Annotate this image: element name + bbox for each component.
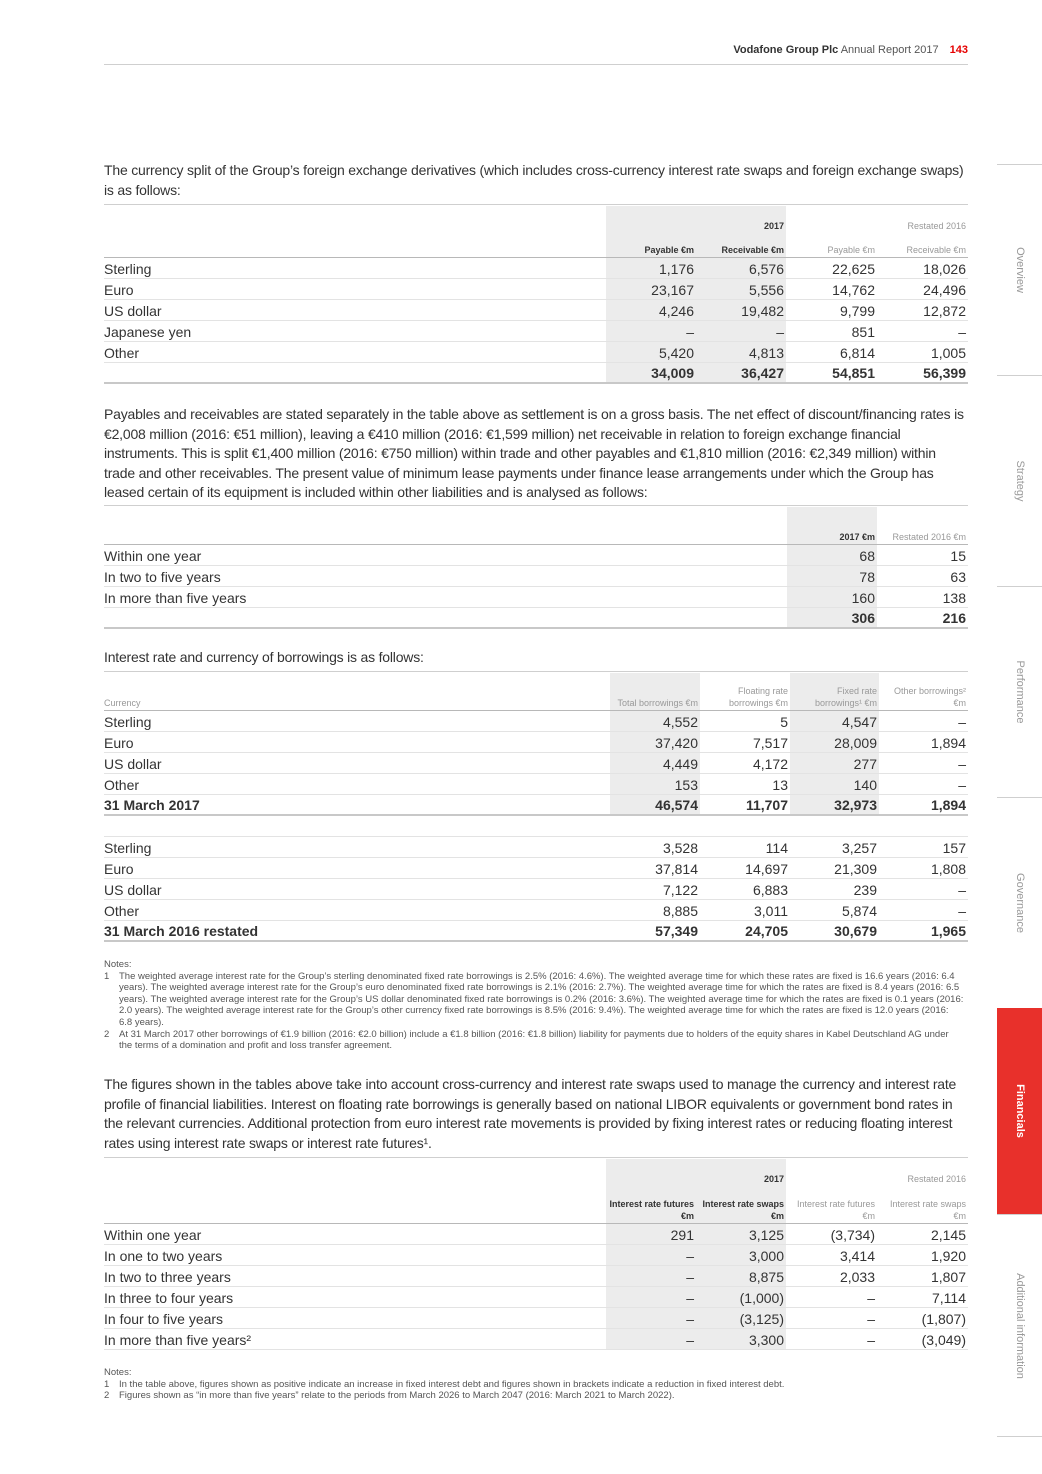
cell: 1,005 bbox=[877, 342, 968, 363]
cell: 8,875 bbox=[696, 1266, 786, 1287]
cell: 4,547 bbox=[790, 711, 879, 732]
col-header: Floating rate borrowings €m bbox=[700, 673, 790, 711]
cell: 63 bbox=[877, 566, 968, 587]
note-text: In the table above, figures shown as positive indicate an increase in fixed interest debt and figures shown in brackets indicate a reduction in fixed interest debt. bbox=[119, 1378, 785, 1390]
total-cell: 32,973 bbox=[790, 795, 879, 815]
table-row bbox=[104, 321, 968, 342]
col-header: Total borrowings €m bbox=[610, 673, 700, 711]
nav-label: Governance bbox=[1013, 873, 1026, 933]
cell: 8,885 bbox=[610, 900, 700, 921]
total-cell: 46,574 bbox=[610, 795, 700, 815]
cell: 851 bbox=[786, 321, 877, 342]
table-row bbox=[104, 837, 968, 858]
interest-rate-table bbox=[104, 1157, 968, 1350]
cell: 3,300 bbox=[696, 1329, 786, 1350]
borrowings-intro: Interest rate and currency of borrowings is as follows: bbox=[104, 649, 424, 665]
page-number: 143 bbox=[949, 44, 968, 56]
total-row bbox=[104, 363, 968, 383]
cell: (1,807) bbox=[877, 1308, 968, 1329]
total-label: 31 March 2016 restated bbox=[104, 921, 610, 941]
page-header bbox=[104, 44, 968, 65]
row-label: Sterling bbox=[104, 837, 610, 858]
cell: 14,697 bbox=[700, 858, 790, 879]
row-label: Other bbox=[104, 774, 610, 795]
table-row bbox=[104, 566, 968, 587]
cell: 23,167 bbox=[606, 279, 696, 300]
cell: 5 bbox=[700, 711, 790, 732]
row-label: In two to three years bbox=[104, 1266, 606, 1287]
cell: (1,000) bbox=[696, 1287, 786, 1308]
borrowings-table bbox=[104, 671, 968, 942]
table-row bbox=[104, 732, 968, 753]
cell: – bbox=[606, 1308, 696, 1329]
cell: – bbox=[879, 753, 968, 774]
total-row bbox=[104, 608, 968, 628]
nav-label: Additional information bbox=[1013, 1272, 1026, 1379]
total-cell: 1,965 bbox=[879, 921, 968, 941]
cell: – bbox=[606, 1329, 696, 1350]
cell: 138 bbox=[877, 587, 968, 608]
cell: 4,246 bbox=[606, 300, 696, 321]
col-header: Interest rate swaps €m bbox=[877, 1185, 968, 1224]
row-label: In two to five years bbox=[104, 566, 787, 587]
row-label: US dollar bbox=[104, 300, 606, 321]
total-cell: 11,707 bbox=[700, 795, 790, 815]
table-row bbox=[104, 1266, 968, 1287]
cell: 157 bbox=[879, 837, 968, 858]
nav-label: Overview bbox=[1013, 247, 1026, 293]
cell: – bbox=[879, 879, 968, 900]
notes-title: Notes: bbox=[104, 959, 132, 970]
cell: 22,625 bbox=[786, 258, 877, 279]
notes-borrowings: Notes: 1 The weighted average interest rate for the Group’s sterling denominated fixed rate borrowings is 2.5% (2016: 4.6%). The weighted average time for which these rates are fixed is 16.6 years (2016: 6.4 years). The weighted average interest rate for the Group’s euro denominated fixed rate borrowings is 2.1% (2016: 2.7%). The weighted average time for which the rates are fixed is 8.4 years (2016: 6.5 years). The weighted average interest rate for the Group’s US dollar denominated fixed rate borrowings is 0.2% (2016: 3.6%). The weighted average time for which the rates are fixed is 0.1 years (2016: 2.0 years). The weighted average interest rate for the Group’s other currency fixed rate borrowings is 8.5% (2016: 9.4%). The weighted average time for which the rates are fixed is 12.0 years (2016: 6.8 years). 2 At 31 March 2017 other borrowings of €1.9 billion (2016: €2.0 billion) include a €1.8 billion (2016: €1.8 billion) liability for payments due to holders of the equity shares in Kabel Deutschland AG under the terms of a domination and profit and loss transfer agreement. bbox=[104, 959, 964, 1052]
total-cell: 306 bbox=[787, 608, 877, 628]
col-header: Interest rate futures €m bbox=[786, 1185, 877, 1224]
cell: 3,000 bbox=[696, 1245, 786, 1266]
cell: – bbox=[696, 321, 786, 342]
col-header: Other borrowings² €m bbox=[879, 673, 968, 711]
cell: 277 bbox=[790, 753, 879, 774]
notes-interest-rate: Notes: 1 In the table above, figures shown as positive indicate an increase in fixed interest debt and figures shown in brackets indicate a reduction in fixed interest debt. 2 Figures shown as “in more than five years” relate to the periods from March 2026 to March 2047 (2016: March 2021 to March 2022). bbox=[104, 1367, 964, 1402]
cell: 3,528 bbox=[610, 837, 700, 858]
cell: 24,496 bbox=[877, 279, 968, 300]
cell: (3,125) bbox=[696, 1308, 786, 1329]
total-cell: 36,427 bbox=[696, 363, 786, 383]
cell: 18,026 bbox=[877, 258, 968, 279]
total-cell: 30,679 bbox=[790, 921, 879, 941]
intro-paragraph: The currency split of the Group’s foreign exchange derivatives (which includes cross-currency interest rate swaps and foreign exchange swaps) is as follows: bbox=[104, 162, 964, 198]
cell: – bbox=[606, 1245, 696, 1266]
cell: 6,883 bbox=[700, 879, 790, 900]
cell: 3,257 bbox=[790, 837, 879, 858]
cell: – bbox=[877, 321, 968, 342]
table-row bbox=[104, 1329, 968, 1350]
col-header: Interest rate swaps €m bbox=[696, 1185, 786, 1224]
col-header: Receivable €m bbox=[877, 232, 968, 258]
cell: – bbox=[786, 1287, 877, 1308]
row-label: Within one year bbox=[104, 545, 787, 566]
table-row bbox=[104, 587, 968, 608]
cell: 1,808 bbox=[879, 858, 968, 879]
cell: 160 bbox=[787, 587, 877, 608]
col-header: Receivable €m bbox=[696, 232, 786, 258]
cell: 4,813 bbox=[696, 342, 786, 363]
cell: 37,814 bbox=[610, 858, 700, 879]
settlement-paragraph: Payables and receivables are stated separately in the table above as settlement is on a gross basis. The net effect of discount/financing rates is €2,008 million (2016: €51 million), leaving a €410 million (2016: €1,599 million) net receivable in relation to foreign exchange financial instruments. This is split €1,400 million (2016: €750 million) within trade and other payables and €1,810 million (2016: €2,349 million) within trade and other receivables. The present value of minimum lease payments under finance lease arrangements under which the Group has leased certain of its equipment is included within other liabilities and is analysed as follows: bbox=[104, 406, 964, 500]
cell: 6,576 bbox=[696, 258, 786, 279]
row-label: Japanese yen bbox=[104, 321, 606, 342]
table-row bbox=[104, 858, 968, 879]
cell: 239 bbox=[790, 879, 879, 900]
cell: 3,125 bbox=[696, 1224, 786, 1245]
nav-tab-overview[interactable] bbox=[997, 164, 1042, 375]
notes-title: Notes: bbox=[104, 1367, 132, 1378]
col-header: Restated 2016 €m bbox=[877, 507, 968, 545]
cell: 14,762 bbox=[786, 279, 877, 300]
table-row bbox=[104, 342, 968, 363]
note-text: The weighted average interest rate for the Group’s sterling denominated fixed rate borrowings is 2.5% (2016: 4.6%). The weighted average time for which these rates are fixed is 16.6 years (2016: 6.4 years). The weighted average interest rate for the Group’s euro denominated fixed rate borrowings is 2.1% (2016: 2.7%). The weighted average time for which the rates are fixed is 8.4 years (2016: 6.5 years). The weighted average interest rate for the Group’s US dollar denominated fixed rate borrowings is 0.2% (2016: 3.6%). The weighted average time for which the rates are fixed is 0.1 years (2016: 2.0 years). The weighted average interest rate for the Group’s other currency fixed rate borrowings is 8.5% (2016: 9.4%). The weighted average time for which the rates are fixed is 12.0 years (2016: 6.8 years). bbox=[119, 970, 964, 1028]
cell: 5,420 bbox=[606, 342, 696, 363]
cell: 5,874 bbox=[790, 900, 879, 921]
cell: – bbox=[606, 1266, 696, 1287]
cell: (3,049) bbox=[877, 1329, 968, 1350]
cell: 19,482 bbox=[696, 300, 786, 321]
cell: 114 bbox=[700, 837, 790, 858]
cell: 2,145 bbox=[877, 1224, 968, 1245]
swaps-paragraph: The figures shown in the tables above take into account cross-currency and interest rate swaps used to manage the currency and interest rate profile of financial liabilities. Interest on floating rate borrowings is generally based on national LIBOR equivalents or government bond rates in the relevant currencies. Additional protection from euro interest rate movements is provided by fixing interest rates or reducing floating interest rates using interest rate swaps or interest rate futures¹. bbox=[104, 1076, 957, 1151]
row-label: Sterling bbox=[104, 258, 606, 279]
cell: – bbox=[786, 1308, 877, 1329]
total-cell: 1,894 bbox=[879, 795, 968, 815]
company-name: Vodafone Group Plc bbox=[733, 44, 839, 56]
cell: 1,920 bbox=[877, 1245, 968, 1266]
cell: 21,309 bbox=[790, 858, 879, 879]
col-header: Fixed rate borrowings¹ €m bbox=[790, 673, 879, 711]
row-label: In four to five years bbox=[104, 1308, 606, 1329]
row-label: Other bbox=[104, 900, 610, 921]
table-row bbox=[104, 258, 968, 279]
row-label: Within one year bbox=[104, 1224, 606, 1245]
row-label: In more than five years bbox=[104, 587, 787, 608]
table-row bbox=[104, 900, 968, 921]
row-label: Other bbox=[104, 342, 606, 363]
cell: 4,449 bbox=[610, 753, 700, 774]
table-row bbox=[104, 1308, 968, 1329]
col-header: 2017 €m bbox=[787, 507, 877, 545]
cell: 3,011 bbox=[700, 900, 790, 921]
row-label: US dollar bbox=[104, 753, 610, 774]
table-row bbox=[104, 774, 968, 795]
total-label: 31 March 2017 bbox=[104, 795, 610, 815]
cell: 37,420 bbox=[610, 732, 700, 753]
cell: 28,009 bbox=[790, 732, 879, 753]
year-2017-label: 2017 bbox=[696, 206, 786, 232]
table-row bbox=[104, 1287, 968, 1308]
cell: (3,734) bbox=[786, 1224, 877, 1245]
cell: 15 bbox=[877, 545, 968, 566]
nav-label: Strategy bbox=[1013, 460, 1026, 502]
cell: 7,517 bbox=[700, 732, 790, 753]
cell: – bbox=[879, 774, 968, 795]
table-row bbox=[104, 1224, 968, 1245]
row-label: US dollar bbox=[104, 879, 610, 900]
row-label: Euro bbox=[104, 858, 610, 879]
table-row bbox=[104, 300, 968, 321]
nav-label: Performance bbox=[1013, 660, 1026, 724]
cell: 7,114 bbox=[877, 1287, 968, 1308]
total-cell: 57,349 bbox=[610, 921, 700, 941]
nav-tab-performance[interactable] bbox=[997, 586, 1042, 797]
cell: – bbox=[606, 1287, 696, 1308]
table-row bbox=[104, 1245, 968, 1266]
total-cell: 24,705 bbox=[700, 921, 790, 941]
cell: 78 bbox=[787, 566, 877, 587]
cell: – bbox=[786, 1329, 877, 1350]
cell: – bbox=[879, 711, 968, 732]
cell: 4,172 bbox=[700, 753, 790, 774]
nav-tab-additional-information[interactable] bbox=[997, 1214, 1042, 1437]
cell: 1,894 bbox=[879, 732, 968, 753]
year-2017-label: 2017 bbox=[696, 1159, 786, 1185]
year-2016-label: Restated 2016 bbox=[907, 220, 966, 231]
note-text: At 31 March 2017 other borrowings of €1.9 billion (2016: €2.0 billion) include a €1.8 billion (2016: €1.8 billion) liability for payments due to holders of the equity shares in Kabel Deutschland AG under the terms of a domination and profit and loss transfer agreement. bbox=[119, 1028, 949, 1052]
total-cell: 34,009 bbox=[606, 363, 696, 383]
cell: – bbox=[879, 900, 968, 921]
nav-tab-financials[interactable] bbox=[997, 1008, 1042, 1214]
cell: 4,552 bbox=[610, 711, 700, 732]
col-header: Payable €m bbox=[786, 232, 877, 258]
table-row bbox=[104, 879, 968, 900]
cell: 2,033 bbox=[786, 1266, 877, 1287]
cell: 6,814 bbox=[786, 342, 877, 363]
cell: 291 bbox=[606, 1224, 696, 1245]
row-label: Euro bbox=[104, 732, 610, 753]
cell: 9,799 bbox=[786, 300, 877, 321]
cell: 68 bbox=[787, 545, 877, 566]
total-cell: 216 bbox=[877, 608, 968, 628]
row-label: In three to four years bbox=[104, 1287, 606, 1308]
cell: 140 bbox=[790, 774, 879, 795]
fx-derivatives-table bbox=[104, 204, 968, 384]
currency-col-header: Currency bbox=[104, 673, 610, 711]
note-text: Figures shown as “in more than five years” relate to the periods from March 2026 to March 2047 (2016: March 2021 to March 2022). bbox=[119, 1390, 675, 1402]
table-row bbox=[104, 545, 968, 566]
total-cell: 56,399 bbox=[877, 363, 968, 383]
finance-lease-table bbox=[104, 505, 968, 629]
cell: 3,414 bbox=[786, 1245, 877, 1266]
table-row bbox=[104, 279, 968, 300]
year-2016-label: Restated 2016 bbox=[907, 1173, 966, 1184]
col-header: Payable €m bbox=[606, 232, 696, 258]
cell: 12,872 bbox=[877, 300, 968, 321]
cell: 7,122 bbox=[610, 879, 700, 900]
cell: 13 bbox=[700, 774, 790, 795]
row-label: Euro bbox=[104, 279, 606, 300]
nav-tab-strategy[interactable] bbox=[997, 375, 1042, 586]
col-header: Interest rate futures €m bbox=[606, 1185, 696, 1224]
nav-label: Financials bbox=[1013, 1084, 1026, 1138]
row-label: In more than five years² bbox=[104, 1329, 606, 1350]
row-label: In one to two years bbox=[104, 1245, 606, 1266]
table-row bbox=[104, 711, 968, 732]
total-row-2017 bbox=[104, 795, 968, 815]
cell: 5,556 bbox=[696, 279, 786, 300]
cell: – bbox=[606, 321, 696, 342]
report-name: Annual Report 2017 bbox=[840, 44, 939, 56]
cell: 1,807 bbox=[877, 1266, 968, 1287]
cell: 153 bbox=[610, 774, 700, 795]
row-label: Sterling bbox=[104, 711, 610, 732]
table-row bbox=[104, 753, 968, 774]
total-cell: 54,851 bbox=[786, 363, 877, 383]
cell: 1,176 bbox=[606, 258, 696, 279]
total-row-2016 bbox=[104, 921, 968, 941]
nav-tab-governance[interactable] bbox=[997, 797, 1042, 1008]
